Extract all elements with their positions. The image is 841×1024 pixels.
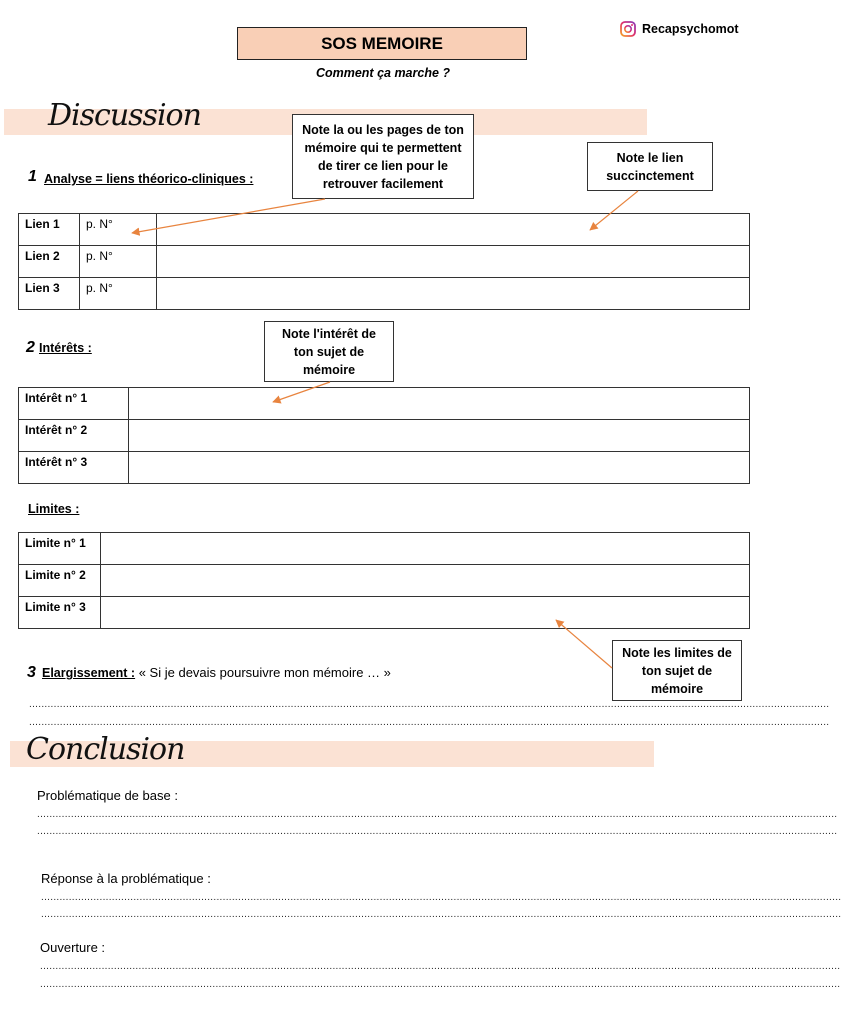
lien-label: Lien 2 bbox=[19, 246, 80, 278]
discussion-title: Discussion bbox=[48, 98, 201, 133]
arrow-interet bbox=[273, 382, 330, 402]
limite-label: Limite n° 2 bbox=[19, 565, 101, 597]
limite-label: Limite n° 3 bbox=[19, 597, 101, 629]
answer-line[interactable]: .................................................................................................................................................................................................................................................................... bbox=[37, 826, 838, 837]
page-subtitle: Comment ça marche ? bbox=[315, 66, 451, 80]
lien-page: p. N° bbox=[80, 278, 157, 310]
lien-label: Lien 3 bbox=[19, 278, 80, 310]
callout-limites: Note les limites de ton sujet de mémoire bbox=[612, 640, 742, 701]
callout-lien: Note le lien succinctement bbox=[587, 142, 713, 191]
lien-page: p. N° bbox=[80, 214, 157, 246]
reponse-label: Réponse à la problématique : bbox=[41, 871, 211, 886]
section-2-number: 2 bbox=[26, 339, 35, 356]
answer-line[interactable]: .................................................................................................................................................................................................................................................................... bbox=[41, 909, 841, 920]
lien-page: p. N° bbox=[80, 246, 157, 278]
interet-label: Intérêt n° 3 bbox=[19, 452, 129, 484]
ouverture-label: Ouverture : bbox=[40, 940, 106, 955]
section-3-heading: Elargissement : bbox=[42, 666, 136, 680]
answer-line[interactable]: .................................................................................................................................................................................................................................................................... bbox=[40, 961, 841, 972]
problematique-label: Problématique de base : bbox=[37, 788, 178, 803]
section-2-heading: Intérêts : bbox=[39, 341, 92, 355]
arrow-limites bbox=[556, 620, 612, 668]
callout-interet: Note l'intérêt de ton sujet de mémoire bbox=[264, 321, 394, 382]
limites-heading: Limites : bbox=[28, 502, 80, 516]
callout-pages: Note la ou les pages de ton mémoire qui te permettent de tirer ce lien pour le retrouver facilement bbox=[292, 114, 474, 199]
page-title: SOS MEMOIRE bbox=[237, 27, 527, 60]
answer-line[interactable]: .................................................................................................................................................................................................................................................................... bbox=[40, 979, 841, 990]
answer-line[interactable]: .................................................................................................................................................................................................................................................................... bbox=[29, 717, 830, 728]
section-3-text: « Si je devais poursuivre mon mémoire … » bbox=[138, 665, 391, 680]
conclusion-title: Conclusion bbox=[26, 732, 185, 767]
section-3-number: 3 bbox=[27, 664, 36, 681]
section-1-heading: Analyse = liens théorico-cliniques : bbox=[44, 172, 254, 186]
arrow-lien bbox=[590, 191, 638, 230]
instagram-label: Recapsychomot bbox=[642, 22, 739, 36]
interet-label: Intérêt n° 2 bbox=[19, 420, 129, 452]
answer-line[interactable]: .................................................................................................................................................................................................................................................................... bbox=[29, 699, 830, 710]
section-1-number: 1 bbox=[28, 168, 37, 185]
lien-label: Lien 1 bbox=[19, 214, 80, 246]
answer-line[interactable]: .................................................................................................................................................................................................................................................................... bbox=[41, 892, 841, 903]
arrow-pages bbox=[132, 199, 325, 233]
answer-line[interactable]: .................................................................................................................................................................................................................................................................... bbox=[37, 809, 838, 820]
limite-label: Limite n° 1 bbox=[19, 533, 101, 565]
interet-label: Intérêt n° 1 bbox=[19, 388, 129, 420]
